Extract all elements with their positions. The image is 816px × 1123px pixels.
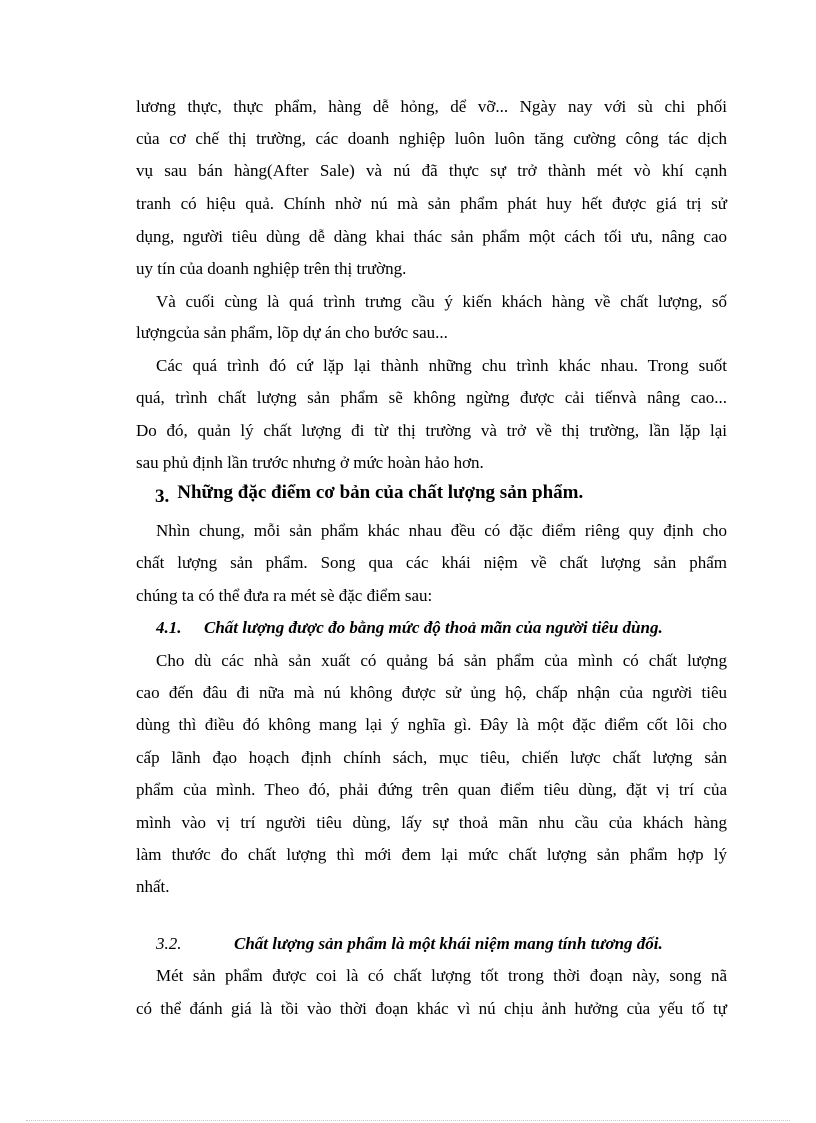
- page-bottom-rule: [26, 1120, 790, 1121]
- text-line: có thể đánh giá là tồi vào thời đoạn khác vì nú chịu ảnh hưởng của yếu tố tự: [136, 999, 727, 1018]
- text-line: của cơ chế thị trường, các doanh nghiệp luôn luôn tăng cường công tác dịch: [136, 129, 727, 148]
- text-line: tranh có hiệu quả. Chính nhờ nú mà sản phẩm phát huy hết được giá trị sử: [136, 194, 727, 213]
- section-heading-3: [155, 480, 583, 506]
- text-line: Các quá trình đó cứ lặp lại thành những chu trình khác nhau. Trong suốt: [156, 356, 727, 375]
- text-line: mình vào vị trí người tiêu dùng, lấy sự thoả mãn nhu cầu của khách hàng: [136, 813, 727, 832]
- text-line: Do đó, quản lý chất lượng đi từ thị trường và trở về thị trường, lần lặp lại: [136, 421, 727, 440]
- text-line: Nhìn chung, mỗi sản phẩm khác nhau đều có đặc điểm riêng quy định cho: [156, 521, 727, 540]
- text-line: lương thực, thực phẩm, hàng dễ hỏng, dể vỡ... Ngày nay với sù chi phối: [136, 97, 727, 116]
- text-line: sau phủ định lần trước nhưng ở mức hoàn hảo hơn.: [136, 453, 484, 472]
- text-line: dùng thì điều đó không mang lại ý nghĩa gì. Đây là một đặc điểm cốt lõi cho: [136, 715, 727, 734]
- text-line: chất lượng sản phẩm. Song qua các khái niệm về chất lượng sản phẩm: [136, 553, 727, 572]
- subsection-title: Chất lượng được đo bằng mức độ thoả mãn của người tiêu dùng.: [204, 618, 663, 637]
- subsection-title: Chất lượng sản phẩm là một khái niệm mang tính tương đối.: [234, 934, 663, 953]
- text-line: Và cuối cùng là quá trình trưng cầu ý kiến khách hàng về chất lượng, số: [156, 292, 727, 311]
- text-line: chúng ta có thể đưa ra mét sè đặc điểm sau:: [136, 586, 433, 605]
- text-line: làm thước đo chất lượng thì mới đem lại mức chất lượng sản phẩm hợp lý: [136, 845, 727, 864]
- text-line: uy tín của doanh nghiệp trên thị trường.: [136, 259, 407, 278]
- text-line: vụ sau bán hàng(After Sale) và nú đã thực sự trở thành mét vò khí cạnh: [136, 161, 727, 180]
- section-title: Những đặc điểm cơ bản của chất lượng sản phẩm.: [177, 482, 584, 503]
- section-number: 3.: [155, 486, 170, 507]
- subsection-number: 4.1.: [156, 618, 182, 637]
- text-line: cao đến đâu đi nữa mà nú không được sử ủng hộ, chấp nhận của người tiêu: [136, 683, 727, 702]
- text-line: phẩm của mình. Theo đó, phải đứng trên quan điểm tiêu dùng, đặt vị trí của: [136, 780, 727, 799]
- text-line: quá, trình chất lượng sản phẩm sẽ không ngừng được cải tiếnvà nâng cao...: [136, 388, 727, 407]
- text-line: Cho dù các nhà sản xuất có quảng bá sản phẩm của mình có chất lượng: [156, 651, 727, 670]
- text-line: nhất.: [136, 877, 170, 896]
- text-line: lượngcủa sản phẩm, lõp dự án cho bước sau...: [136, 323, 448, 342]
- subsection-number: 3.2.: [156, 934, 182, 953]
- text-line: cấp lãnh đạo hoạch định chính sách, mục tiêu, chiến lược chất lượng sản: [136, 748, 727, 767]
- text-line: Mét sản phẩm được coi là có chất lượng tốt trong thời đoạn này, song nã: [156, 966, 727, 985]
- text-line: dụng, người tiêu dùng dễ dàng khai thác sản phẩm một cách tối ưu, nâng cao: [136, 227, 727, 246]
